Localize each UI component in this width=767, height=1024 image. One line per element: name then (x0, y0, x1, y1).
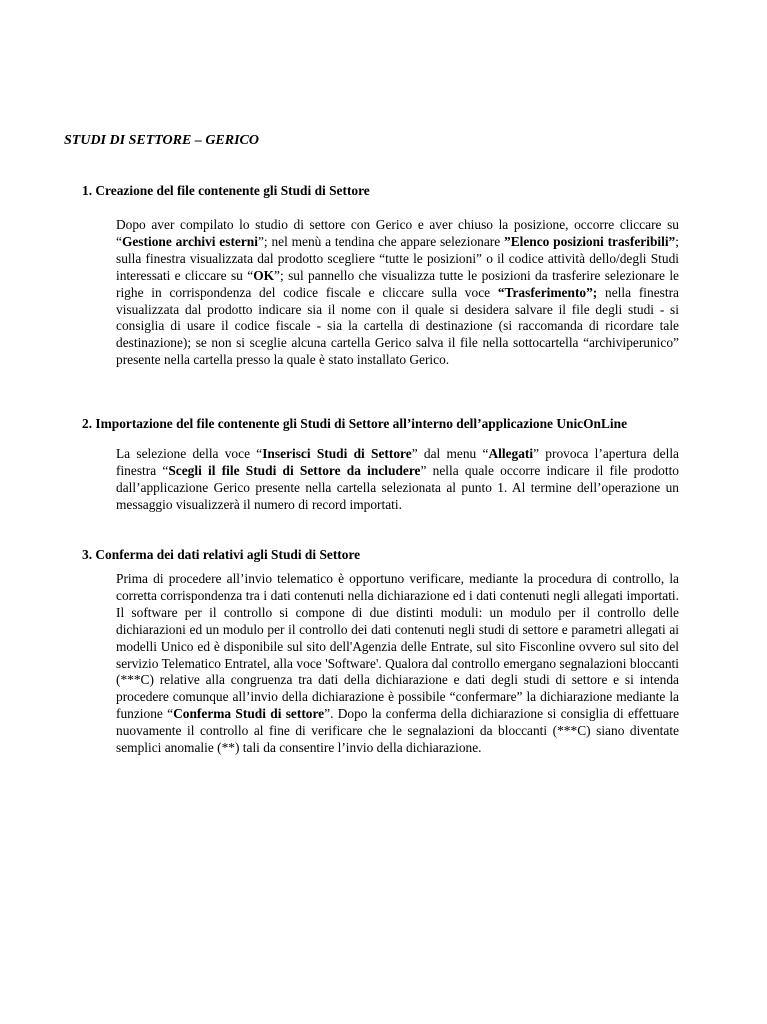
body-text: ”; sul pannello che visualizza tutte le posizioni da trasferire selezionare le righe in corrispondenza del codice fiscale e cliccare sulla voce (116, 267, 680, 300)
body-text: ”. Dopo la conferma della dichiarazione si consiglia di effettuare nuovamente il controllo al fine di verificare che le segnalazioni da bloccanti (***C) siano diventate semplici anomalie (**) tali da consentire l’invio della dichiarazione. (116, 706, 680, 756)
section-body-2 (116, 446, 679, 514)
body-text: ” provoca l’apertura della finestra “ (116, 446, 679, 478)
body-text: nella finestra visualizzata dal prodotto indicare sia il nome con il quale si desidera salvare il file degli studi - si consiglia di usare il codice fiscale - sia la cartella di destinazione (si raccomanda di ricordare tale destinazione); se non si sceglie alcuna cartella Gerico salva il file nella sottocartella “archiviperunico” presente nella cartella presso la quale è stato installato Gerico. (116, 284, 679, 368)
emphasis-text: ”Elenco posizioni trasferibili” (504, 233, 676, 249)
document-title: STUDI DI SETTORE – GERICO (64, 133, 260, 148)
body-text: La selezione della voce “ (116, 446, 263, 461)
emphasis-text: Scegli il file Studi di Settore da includere (168, 462, 421, 478)
body-text: Prima di procedere all’invio telematico è opportuno verificare, mediante la procedura di controllo, la corretta corrispondenza tra i dati contenuti nella dichiarazione ed i dati contenuti negli allegati importati. Il software per il controllo si compone di due distinti moduli: un modulo per il controllo delle dichiarazioni ed un modulo per il controllo dei dati contenuti negli studi di settore e parametri allegati ai modelli Unico ed è disponibile sul sito dell'Agenzia delle Entrate, sul sito Fisconline ovvero sul sito del servizio Telematico Entratel, alla voce 'Software'. Qualora dal controllo emergano segnalazioni bloccanti (***C) relative alla congruenza tra dati della dichiarazione e dati degli studi di settore e si intenda procedere comunque all’invio della dichiarazione è possibile “confermare” la dichiarazione mediante la funzione “ (116, 571, 679, 722)
section-body-1 (116, 217, 679, 369)
section-heading-1: 1. Creazione del file contenente gli Studi di Settore (82, 183, 370, 198)
emphasis-text: Conferma Studi di settore (173, 706, 325, 722)
body-text: Dopo aver compilato lo studio di settore con Gerico e aver chiuso la posizione, occorre cliccare su “ (116, 217, 679, 249)
emphasis-text: “Trasferimento”; (497, 284, 598, 300)
section-body-3 (116, 571, 679, 757)
body-text: ; sulla finestra visualizzata dal prodotto scegliere “tutte le posizioni” o il codice attività dello/degli Studi interessati e cliccare su “ (116, 233, 679, 283)
emphasis-text: Allegati (488, 446, 534, 461)
body-text: ” dal menu “ (411, 446, 489, 461)
body-text: ” nella quale occorre indicare il file prodotto dall’applicazione Gerico presente nella cartella selezionata al punto 1. Al termine dell’operazione un messaggio visualizzerà il numero di record importati. (116, 462, 679, 512)
emphasis-text: Gestione archivi esterni (121, 233, 258, 249)
body-text: ”; nel menù a tendina che appare selezionare (257, 233, 504, 249)
section-heading-2: 2. Importazione del file contenente gli Studi di Settore all’interno dell’applicazione UnicOnLine (82, 416, 628, 431)
section-heading-3: 3. Conferma dei dati relativi agli Studi di Settore (82, 547, 361, 562)
emphasis-text: Inserisci Studi di Settore (262, 446, 412, 461)
emphasis-text: OK (253, 267, 275, 283)
